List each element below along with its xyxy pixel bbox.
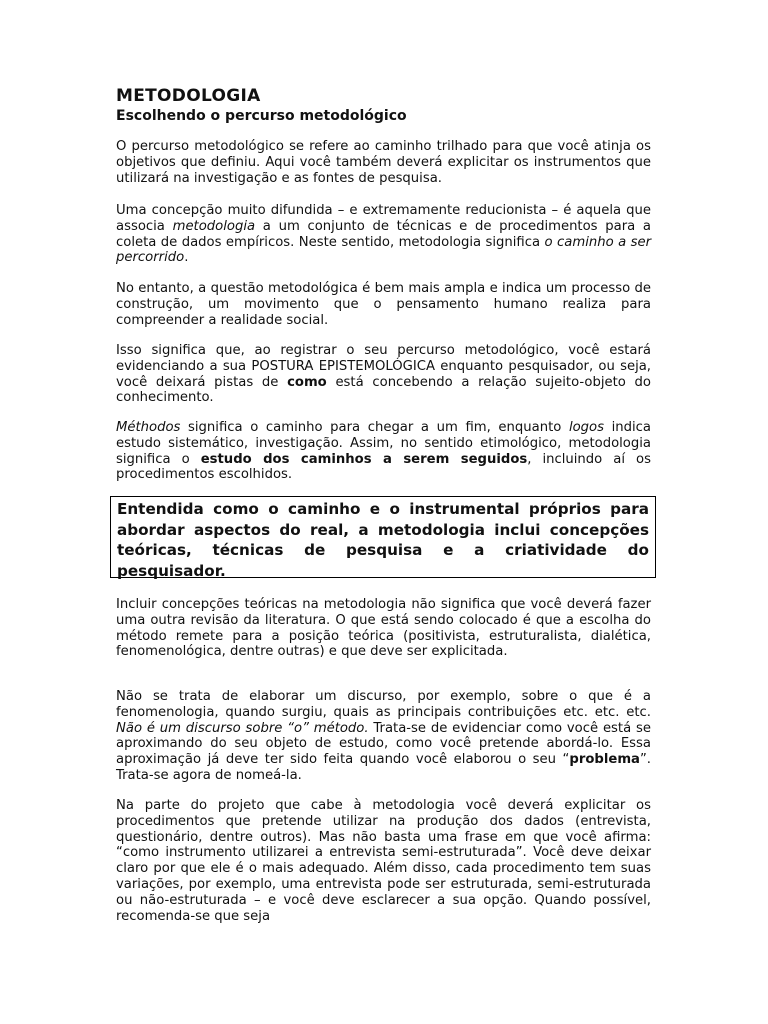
text-span: Não se trata de elaborar um discurso, por exemplo, sobre o que é a fenomenologia, quando surgiu, quais as principais contribuições etc. etc. etc. <box>116 689 651 720</box>
page-subtitle: Escolhendo o percurso metodológico <box>116 108 407 124</box>
page-title: METODOLOGIA <box>116 86 261 106</box>
paragraph-methodos <box>116 420 651 483</box>
text-span: . <box>184 250 189 266</box>
italic-term: o caminho a ser percorrido <box>116 234 651 266</box>
paragraph-procedimentos: Na parte do projeto que cabe à metodologia você deverá explicitar os procedimentos que pretende utilizar na produção dos dados (entrevista, questionário, dentre outros). Mas não basta uma frase em que você afirma: “como instrumento utilizarei a entrevista semi-estruturada”. Você deve deixar claro por que ele é o mais adequado. Além disso, cada procedimento tem suas variações, por exemplo, uma entrevista pode ser estruturada, semi-estruturada ou não-estruturada – e você deve esclarecer a sua opção. Quando possível, recomenda-se que seja <box>116 798 651 924</box>
paragraph-concepcoes-teoricas: Incluir concepções teóricas na metodologia não significa que você deverá fazer uma outra revisão da literatura. O que está sendo colocado é que a escolha do método remete para a posição teórica (positivista, estruturalista, dialética, fenomenológica, dentre outras) e que deve ser explicitada. <box>116 597 651 660</box>
paragraph-postura <box>116 343 651 406</box>
text-span: indica estudo sistemático, investigação. Assim, no sentido etimológico, metodologia significa o <box>116 420 651 467</box>
italic-term: Méthodos <box>116 420 181 435</box>
italic-term: Não é um discurso sobre “o” método. <box>116 720 369 736</box>
bold-term: problema <box>569 752 640 768</box>
text-span: Uma concepção muito difundida – e extremamente reducionista – é aquela que associa <box>116 203 651 234</box>
bold-term: como <box>287 374 327 390</box>
text-span: , incluindo aí os procedimentos escolhidos. <box>116 451 651 483</box>
italic-term: metodologia <box>172 218 256 234</box>
text-span: Isso significa que, ao registrar o seu percurso metodológico, você estará evidenciando a sua POSTURA EPISTEMOLÓGICA enquanto pesquisador, ou seja, você deixará pistas de <box>116 343 651 390</box>
text-span: está concebendo a relação sujeito-objeto do conhecimento. <box>116 374 651 406</box>
paragraph-percurso: O percurso metodológico se refere ao caminho trilhado para que você atinja os objetivos que definiu. Aqui você também deverá explicitar os instrumentos que utilizará na investigação e as fontes de pesquisa. <box>116 139 651 186</box>
highlight-box <box>110 496 656 578</box>
text-span: significa o caminho para chegar a um fim, enquanto <box>180 420 569 435</box>
italic-term: logos <box>568 420 604 435</box>
paragraph-concepcao <box>116 203 651 266</box>
highlight-text: Entendida como o caminho e o instrumental próprios para abordar aspectos do real, a metodologia inclui concepções teóricas, técnicas de pesquisa e a criatividade do pesquisador. <box>117 500 649 580</box>
text-span: a um conjunto de técnicas e de procedimentos para a coleta de dados empíricos. Neste sentido, metodologia significa <box>116 218 651 250</box>
text-span: ”. Trata-se agora de nomeá-la. <box>116 752 651 783</box>
bold-term: estudo dos caminhos a serem seguidos <box>200 451 528 467</box>
paragraph-discurso <box>116 689 651 784</box>
paragraph-questao: No entanto, a questão metodológica é bem mais ampla e indica um processo de construção, um movimento que o pensamento humano realiza para compreender a realidade social. <box>116 281 651 328</box>
text-span: Trata-se de evidenciar como você está se aproximando do seu objeto de estudo, como você pretende abordá-lo. Essa aproximação já deve ter sido feita quando você elaborou o seu “ <box>116 720 651 768</box>
